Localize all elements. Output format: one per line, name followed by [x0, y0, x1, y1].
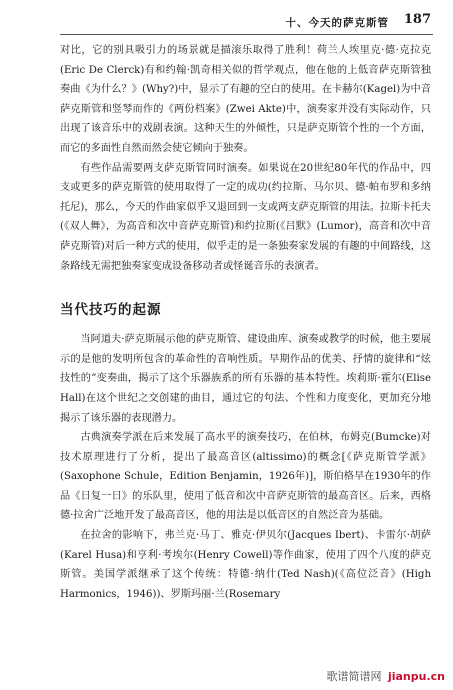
- header-rule: [60, 34, 433, 35]
- body-text: [60, 41, 431, 604]
- page-header: [0, 12, 453, 32]
- running-head: 十、今天的萨克斯管: [285, 17, 389, 29]
- paragraph-2: 有些作品需要两支萨克斯管同时演奏。如果说在20世纪80年代的作品中，四支或更多的萨克斯管的使用取得了一定的成功(约拉斯、马尔贝、德·帕布罗和多纳托尼)，那么，今天的作曲家似乎又退回到一支或两支萨克斯管的用法。拉斯卡托夫(《双人舞》，为高音和次中音萨克斯管)和约拉斯(《吕默》(Lumor)，高音和次中音萨克斯管)对后一种方式的使用，似乎走的是一条独奏家发展的有趣的中间路线，这条路线无需把独奏家变成设备移动者或怪诞音乐的表演者。: [60, 162, 431, 272]
- site-watermark: [326, 668, 445, 684]
- section-title: 当代技巧的起源: [60, 302, 162, 319]
- watermark-url: jianpu.cn: [387, 670, 445, 683]
- paragraph-4: 古典演奏学派在后来发展了高水平的演奏技巧，在伯林，布姆克(Bumcke)对技术原理进行了分析，提出了最高音区(altissimo)的概念[《萨克斯管学派》(Saxophone Schule，Edition Benjamin，1926年)]，斯伯格早在1930年的作品《日复一日》的乐队里，使用了低音和次中音萨克斯管的最高音区。后来，西格德·拉舍广泛地开发了最高音区，他的用法是以低音区的自然泛音为基础。: [60, 432, 431, 522]
- paragraph-3: 当阿道夫·萨克斯展示他的萨克斯管、建设曲库、演奏或教学的时候，他主要展示的是他的发明所包含的革命性的音响性质。早期作品的优美、抒情的旋律和“炫技性的”变奏曲，揭示了这个乐器族系的所有乐器的基本特性。埃莉斯·霍尔(Elise Hall)在这个世纪之交创建的曲目，通过它的句法、个性和力度变化，更加充分地揭示了该乐器的表现潜力。: [60, 334, 431, 424]
- paragraph-5: 在拉舍的影响下，弗兰克·马丁、雅克·伊贝尔(Jacques Ibert)、卡雷尔·胡萨(Karel Husa)和亨利·考埃尔(Henry Cowell)等作曲家，使用了四个八度的萨克斯管。美国学派继承了这个传统：特德·纳什(Ted Nash)(《高位泛音》(High Harmonics，1946))、罗斯玛丽·兰(Rosemary: [60, 530, 431, 600]
- page-number: 187: [403, 12, 431, 27]
- watermark-text: 歌谱简谱网: [326, 670, 382, 683]
- paragraph-1: 对比，它的别具吸引力的场景就是描滚乐取得了胜利！荷兰人埃里克·德·克拉克(Eric De Clerck)有和约翰·凯奇相关似的哲学观点，他在他的上低音萨克斯管独奏曲《为什么？》(Why?)中，显示了有趣的空白的使用。在卡赫尔(Kagel)为中音萨克斯管和竖琴而作的《两份档案》(Zwei Akte)中，演奏家并没有实际动作，只出现了该音乐中的戏剧表演。这种天生的外倾性，只是萨克斯管个性的一个方面，而它的多面性自然而然会使它倾向于独奏。: [60, 45, 431, 154]
